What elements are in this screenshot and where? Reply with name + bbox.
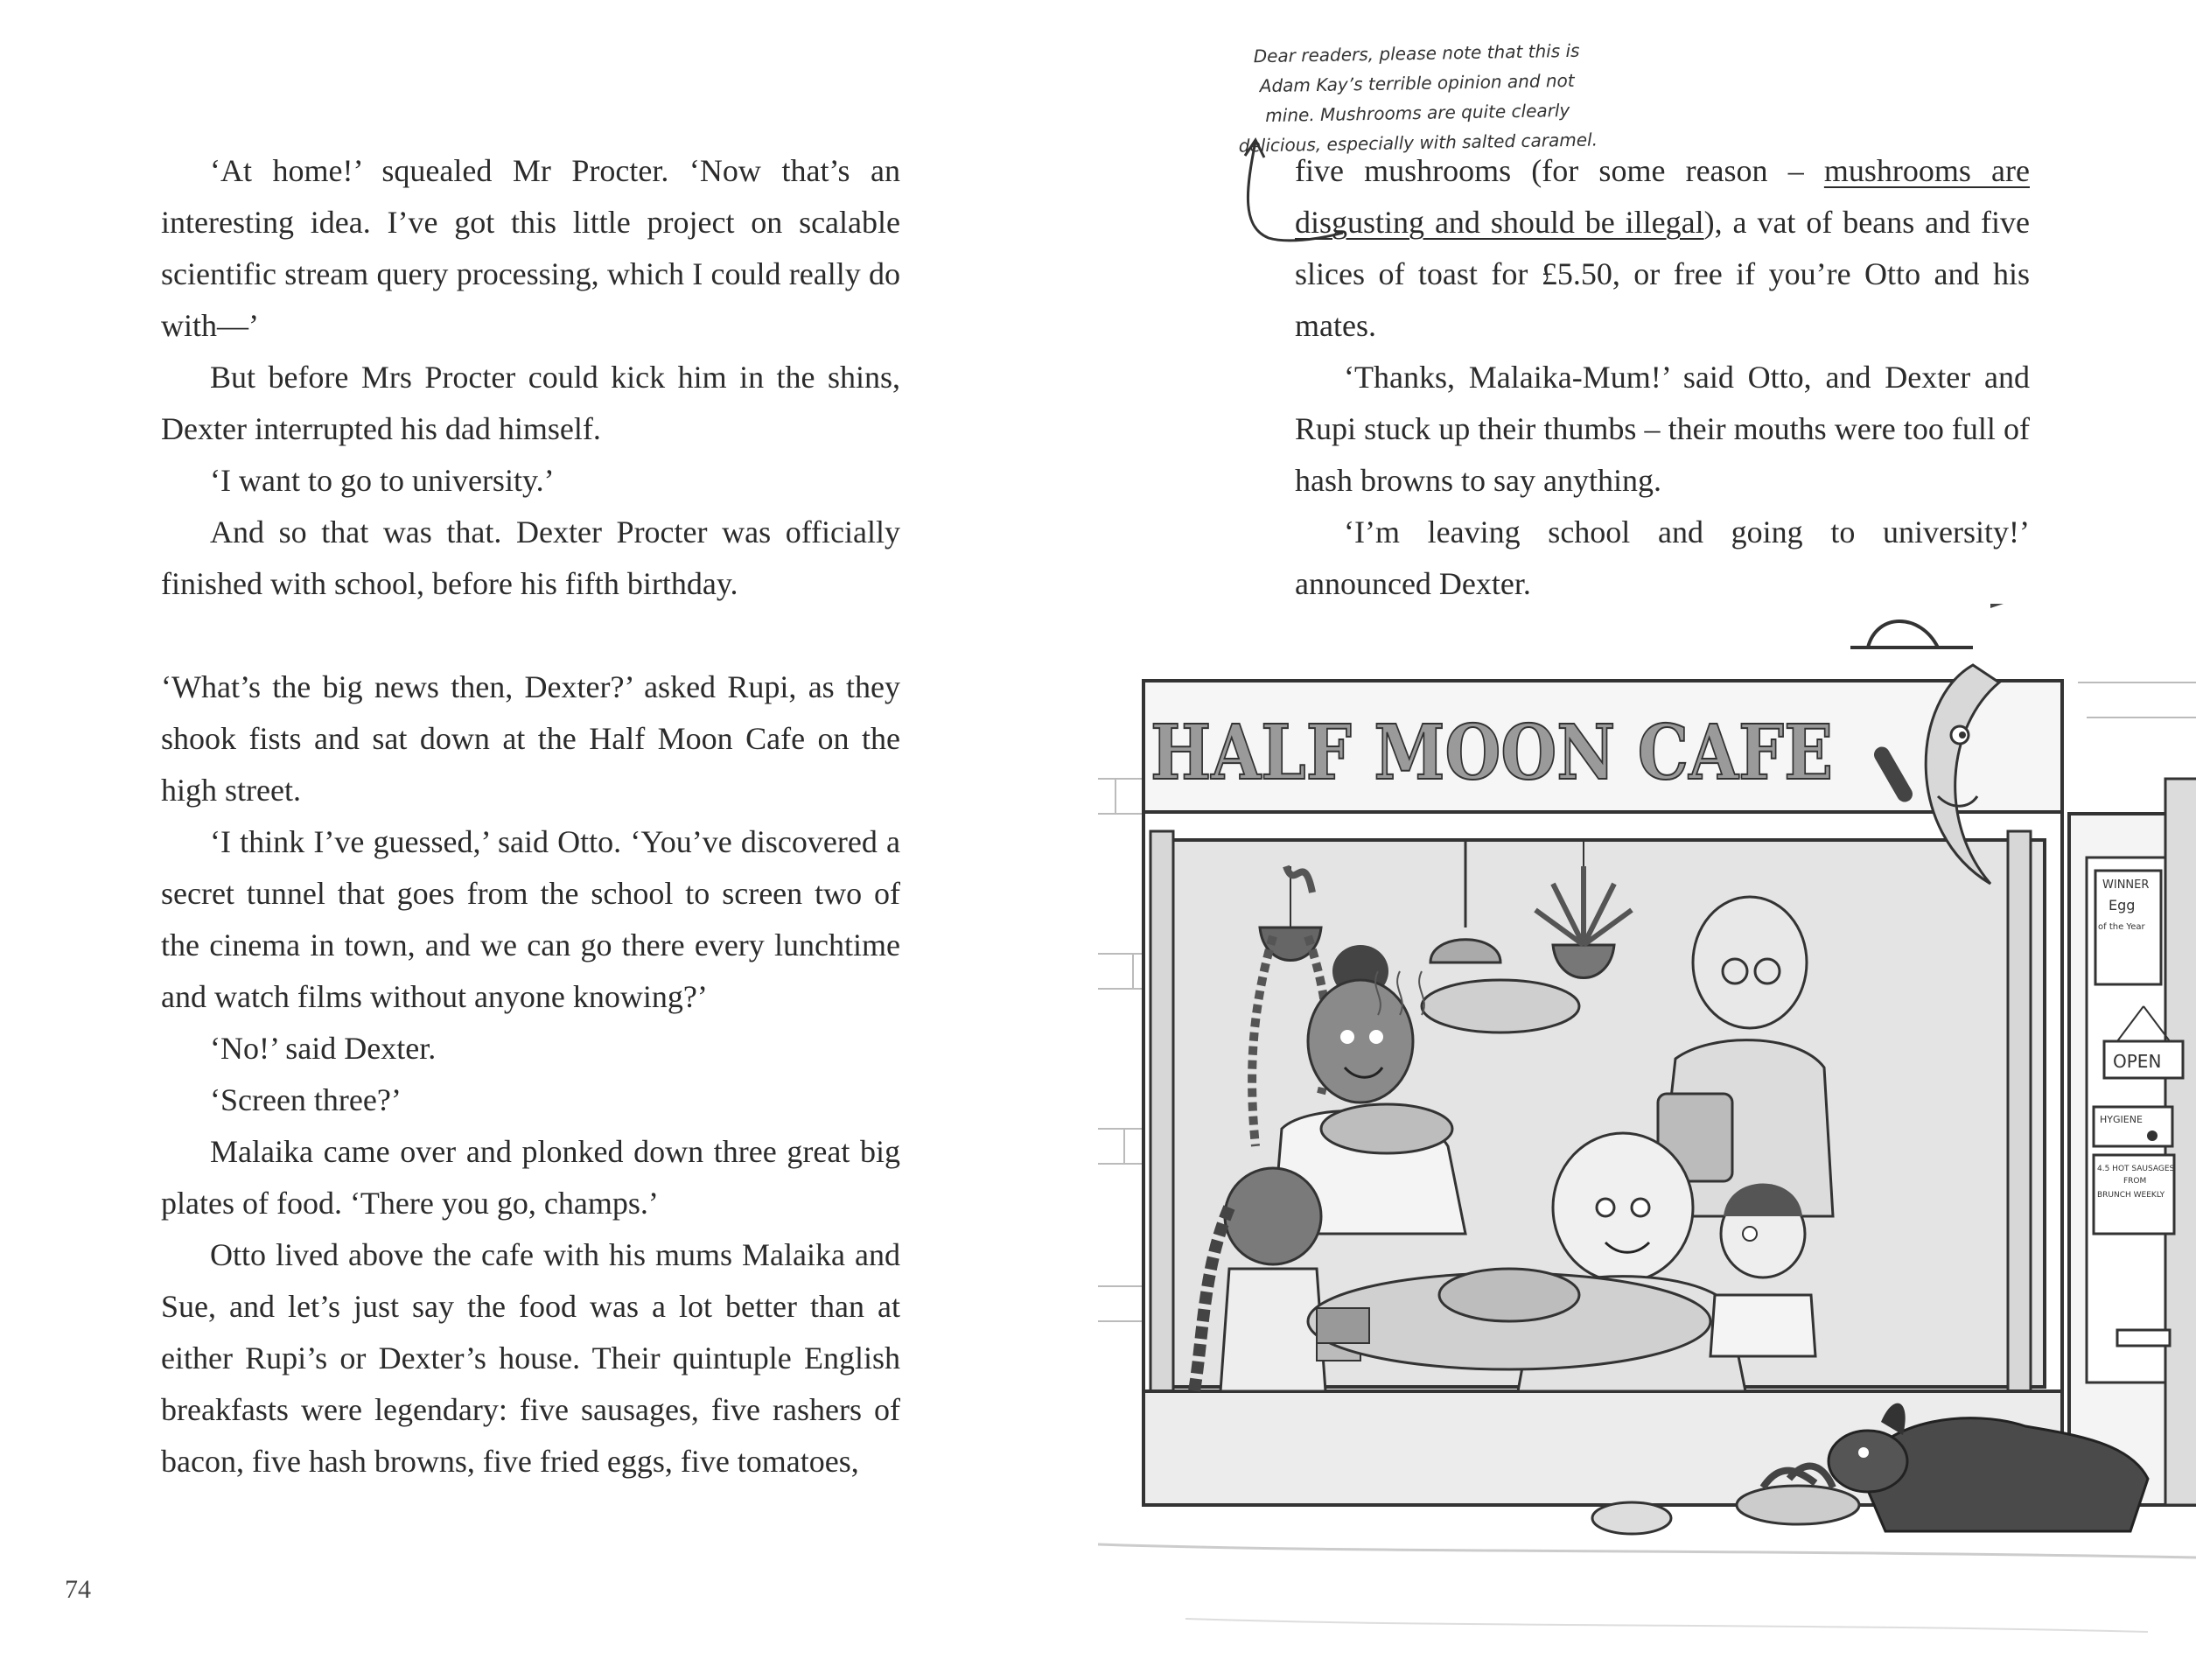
right-text-column [1295,145,2030,610]
open-label: OPEN [2113,1051,2162,1072]
text-segment: five mushrooms (for some reason – [1295,153,1824,188]
winner-poster [2095,871,2161,984]
paragraph: ‘Screen three?’ [210,1082,402,1117]
section-break [161,610,900,662]
left-text-column [161,145,900,1488]
winner-year-label: of the Year [2098,922,2145,932]
sign-bracket [1850,621,1973,648]
page-number: 74 [65,1575,91,1604]
paragraph: Malaika came over and plonked down three great big plates of food. ‘There you go, champs.’ [161,1134,900,1221]
review-poster [2094,1155,2175,1234]
ground-line [1098,1544,2196,1558]
handwritten-note: Dear readers, please note that this is Adam Kay’s terrible opinion and not mine. Mushrooms are quite clearly delicious, especially with salted caramel. [1238,39,1598,157]
paragraph: But before Mrs Procter could kick him in the shins, Dexter interrupted his dad himself. [161,360,900,446]
review-rating-label: 4.5 HOT SAUSAGES [2097,1165,2175,1173]
flag-icon [1990,604,2043,608]
paragraph: ‘What’s the big news then, Dexter?’ asked Rupi, as they shook fists and sat down at the Half Moon Cafe on the high street. [161,669,900,808]
winner-egg-label: Egg [2109,897,2136,914]
paragraph [1295,145,2030,352]
paragraph: ‘I want to go to university.’ [210,463,555,498]
letterbox [2117,1330,2170,1346]
water-bowl [1592,1502,1671,1534]
paragraph: And so that was that. Dexter Procter was officially finished with school, before his fifth birthday. [161,514,900,601]
cafe-illustration [1098,604,2196,1680]
review-source-label: BRUNCH WEEKLY [2097,1191,2165,1200]
review-from-label: FROM [2123,1177,2147,1186]
paragraph: ‘I’m leaving school and going to university!’ announced Dexter. [1295,514,2030,601]
winner-label: WINNER [2102,878,2150,892]
hygiene-sign [2094,1107,2172,1146]
underlined-text: mushrooms are disgusting and should be illegal [1295,153,2030,240]
paragraph: Otto lived above the cafe with his mums Malaika and Sue, and let’s just say the food was a lot better than at either Rupi’s or Dexter’s house. Their quintuple English breakfasts were legendary: five sausages, five rashers of bacon, five hash browns, five fried eggs, five tomatoes, [161,1237,900,1479]
paragraph: ‘At home!’ squealed Mr Procter. ‘Now that’s an interesting idea. I’ve got this little project on scalable scientific stream query processing, which I could really do with—’ [161,153,900,343]
paragraph: ‘I think I’ve guessed,’ said Otto. ‘You’ve discovered a secret tunnel that goes from the school to screen two of the cinema in town, and we can go there every lunchtime and watch films without anyone knowing?’ [161,824,900,1014]
ground-line [1185,1619,2148,1632]
paragraph: ‘No!’ said Dexter. [210,1031,437,1066]
hygiene-label: HYGIENE [2100,1114,2143,1125]
right-page [1098,0,2196,1680]
cafe-sign: HALF MOON CAFE [1150,709,1833,797]
paragraph: ‘Thanks, Malaika-Mum!’ said Otto, and Dexter and Rupi stuck up their thumbs – their mouths were too full of hash browns to say anything. [1295,360,2030,498]
text-segment: ), a vat of beans and five slices of toast for £5.50, or free if you’re Otto and his mates. [1295,205,2030,343]
